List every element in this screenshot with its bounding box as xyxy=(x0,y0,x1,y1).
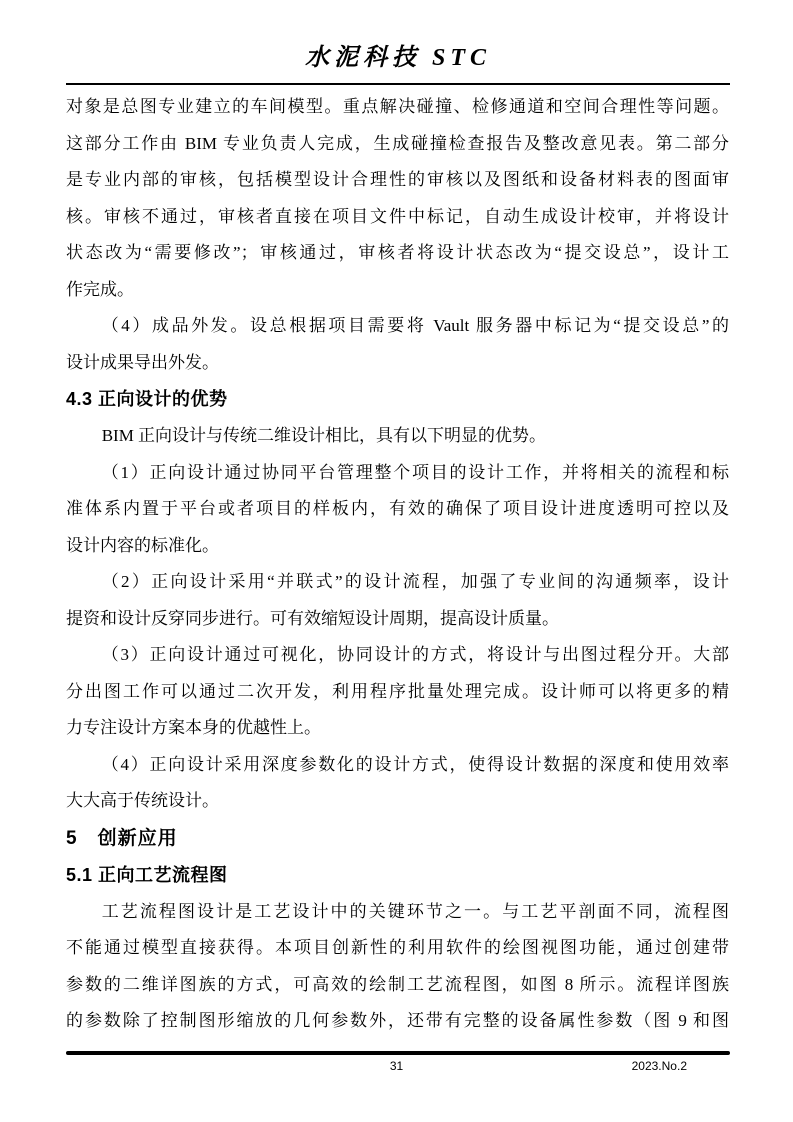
body-text-line: 大大高于传统设计。 xyxy=(66,791,219,810)
body-text-line: 对象是总图专业建立的车间模型。重点解决碰撞、检修通道和空间合理性等问题。 xyxy=(66,97,729,116)
body-text-line: （4）正向设计采用深度参数化的设计方式，使得设计数据的深度和使用效率 xyxy=(101,754,729,774)
section-heading-5-1: 5.1 正向工艺流程图 xyxy=(66,864,228,885)
body-text-line: （4）成品外发。设总根据项目需要将 Vault 服务器中标记为“提交设总”的 xyxy=(101,316,729,335)
body-text-line: 力专注设计方案本身的优越性上。 xyxy=(66,718,321,737)
page-body xyxy=(66,85,729,1040)
section-heading-5: 5 创新应用 xyxy=(66,827,178,849)
journal-title: 水泥科技 STC xyxy=(304,45,491,71)
body-text-line: 工艺流程图设计是工艺设计中的关键环节之一。与工艺平剖面不同，流程图 xyxy=(101,901,729,921)
body-text-line: 提资和设计反穿同步进行。可有效缩短设计周期，提高设计质量。 xyxy=(66,608,559,628)
body-text-line: 的参数除了控制图形缩放的几何参数外，还带有完整的设备属性参数（图 9 和图 xyxy=(66,1011,729,1030)
body-text-line: 分出图工作可以通过二次开发，利用程序批量处理完成。设计师可以将更多的精 xyxy=(66,681,729,701)
footer-rule xyxy=(66,1051,730,1055)
section-heading-4-3: 4.3 正向设计的优势 xyxy=(66,389,228,409)
body-text-line: （2）正向设计采用“并联式”的设计流程，加强了专业间的沟通频率，设计 xyxy=(101,572,729,591)
body-text-line: 设计内容的标准化。 xyxy=(66,535,219,555)
body-text-line: 参数的二维详图族的方式，可高效的绘制工艺流程图，如图 8 所示。流程详图族 xyxy=(66,974,729,994)
issue-number: 2023.No.2 xyxy=(631,1059,687,1073)
body-text-line: （1）正向设计通过协同平台管理整个项目的设计工作，并将相关的流程和标 xyxy=(101,462,729,482)
page-number: 31 xyxy=(389,1059,404,1073)
body-text-line: 作完成。 xyxy=(66,279,134,299)
body-text-line: 是专业内部的审核，包括模型设计合理性的审核以及图纸和设备材料表的图面审 xyxy=(66,170,729,189)
page-footer xyxy=(0,1059,793,1077)
body-text-line: BIM 正向设计与传统二维设计相比，具有以下明显的优势。 xyxy=(101,426,547,445)
body-text-line: 这部分工作由 BIM 专业负责人完成，生成碰撞检查报告及整改意见表。第二部分 xyxy=(66,133,729,153)
body-text-line: 设计成果导出外发。 xyxy=(66,352,219,372)
body-text-line: （3）正向设计通过可视化，协同设计的方式，将设计与出图过程分开。大部 xyxy=(101,645,729,664)
body-text-line: 核。审核不通过，审核者直接在项目文件中标记，自动生成设计校审，并将设计 xyxy=(66,206,729,226)
body-text-line: 准体系内置于平台或者项目的样板内，有效的确保了项目设计进度透明可控以及 xyxy=(66,499,729,518)
body-text-line: 不能通过模型直接获得。本项目创新性的利用软件的绘图视图功能，通过创建带 xyxy=(66,938,729,957)
page-header xyxy=(66,0,730,85)
body-text-line: 状态改为“需要修改”；审核通过，审核者将设计状态改为“提交设总”，设计工 xyxy=(66,243,729,262)
